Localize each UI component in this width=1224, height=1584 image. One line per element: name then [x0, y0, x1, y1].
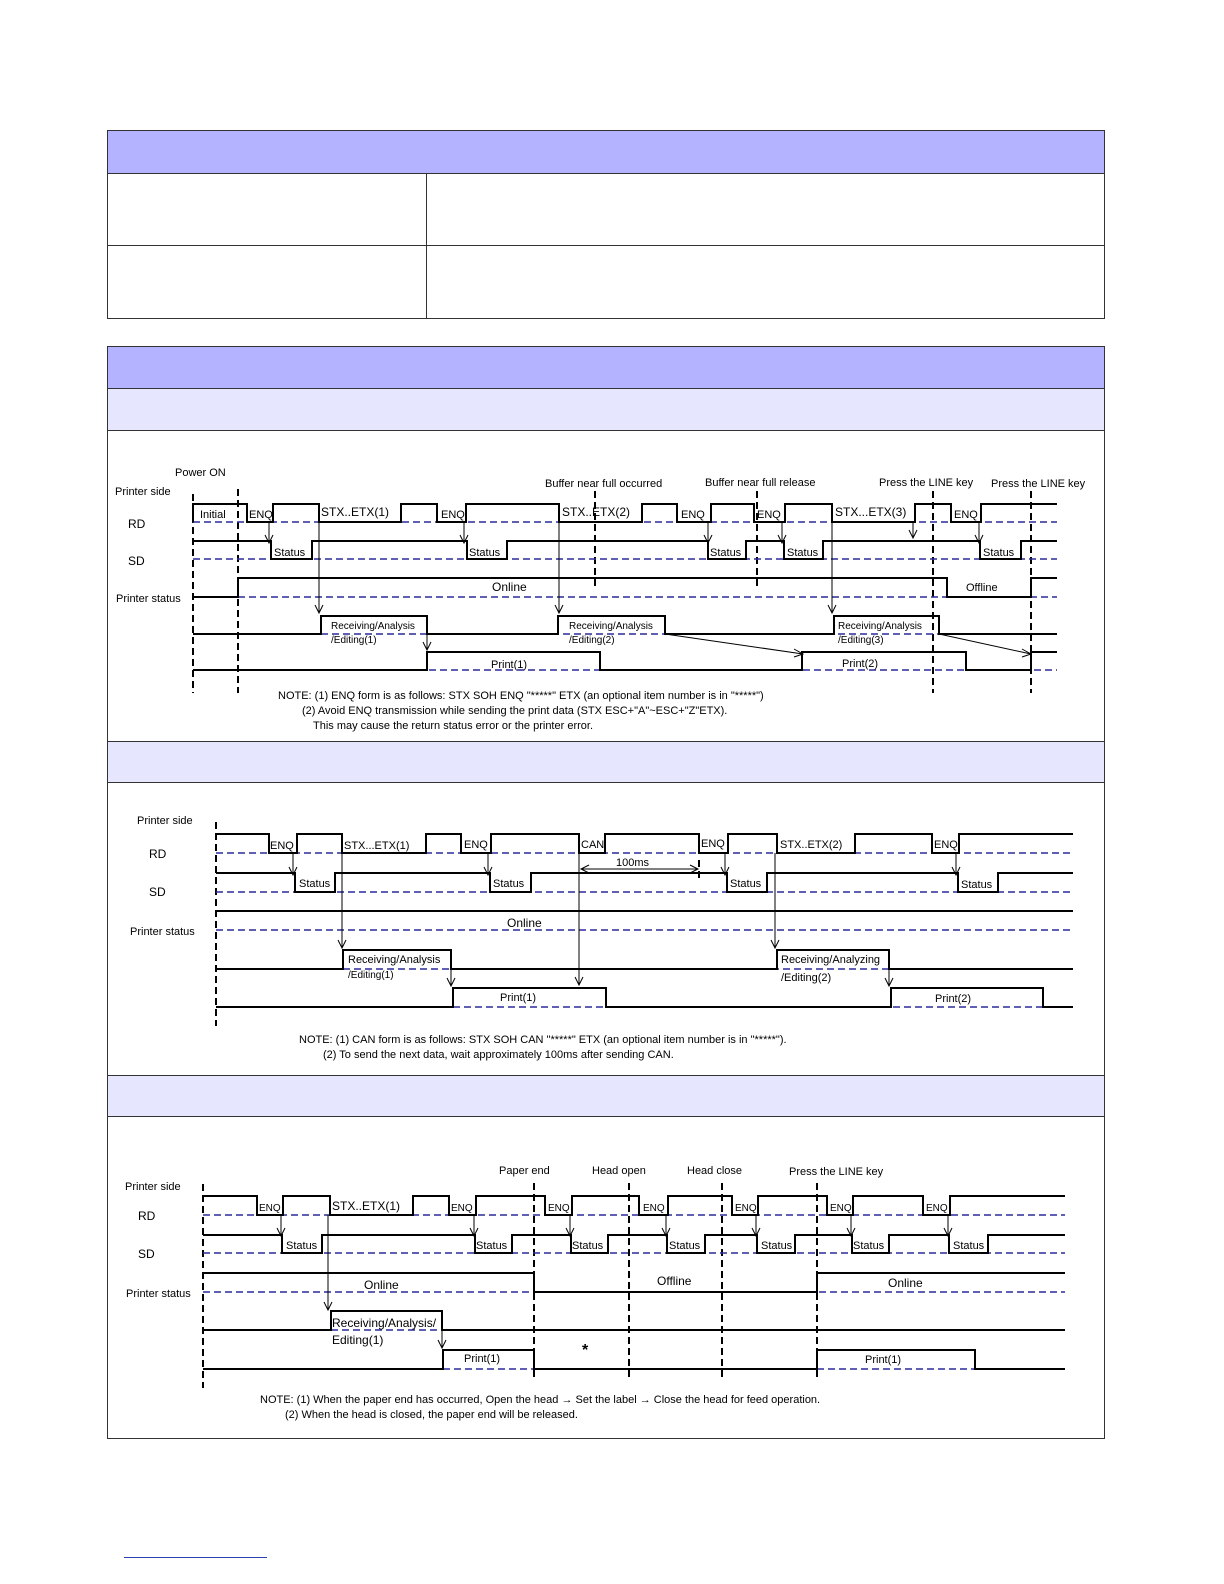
- d3-enq-label-6: ENQ: [830, 1203, 852, 1214]
- d3-head-open-label: Head open: [592, 1165, 646, 1177]
- d2-note-1: NOTE: (1) CAN form is as follows: STX SOH CAN "*****" ETX (an optional item number is in "*****").: [299, 1034, 787, 1046]
- d2-status-label-1: Status: [299, 878, 331, 890]
- d3-enq-arrow-4: [662, 1215, 670, 1236]
- d1-print-arrow-2: [665, 634, 803, 657]
- d3-enq-label-7: ENQ: [926, 1203, 948, 1214]
- top-table-row-2: [108, 246, 1104, 318]
- top-table: [107, 130, 1105, 319]
- d3-enq-label-4: ENQ: [643, 1203, 665, 1214]
- d1-print-label-1: Print(1): [491, 659, 528, 671]
- d1-enq-label-4: ENQ: [757, 509, 781, 521]
- d2-status-label-4: Status: [961, 879, 993, 891]
- d3-status-label-5: Status: [761, 1240, 793, 1252]
- d1-buffer-occurred-label: Buffer near full occurred: [545, 478, 663, 490]
- d1-status-label-3: Status: [710, 547, 742, 559]
- d1-status-label-5: Status: [983, 547, 1015, 559]
- d2-print-label-1: Print(1): [500, 992, 537, 1004]
- d3-status-label-2: Status: [476, 1240, 508, 1252]
- section-2-header: [108, 741, 1104, 783]
- d1-enq-label-3: ENQ: [681, 509, 705, 521]
- diagram-1-timing: [108, 431, 1104, 741]
- d3-enq-label-3: ENQ: [548, 1203, 570, 1214]
- d3-print-arrow: [438, 1330, 446, 1348]
- d1-stx-arrow-3: [828, 522, 836, 613]
- d3-star-label: *: [582, 1342, 589, 1359]
- d3-enq-label-2: ENQ: [451, 1203, 473, 1214]
- d1-sd-label: SD: [128, 554, 145, 568]
- d1-enq-arrow-1: [265, 522, 273, 543]
- timing-chart-header: [108, 347, 1104, 389]
- d1-status-label-4: Status: [787, 547, 819, 559]
- d3-rd-label: RD: [138, 1209, 156, 1223]
- d2-enq-arrow-2: [484, 853, 492, 875]
- d2-enq-arrow-1: [289, 853, 297, 875]
- d2-printer-status-label: Printer status: [130, 926, 195, 938]
- footer-link-underline[interactable]: [124, 1557, 267, 1558]
- d1-print-label-2: Print(2): [842, 658, 879, 670]
- d2-edit-label-1: /Editing(1): [348, 970, 394, 981]
- d3-status-label-6: Status: [853, 1240, 885, 1252]
- d1-note-1: NOTE: (1) ENQ form is as follows: STX SOH ENQ "*****" ETX (an optional item number is in "*****"): [278, 690, 764, 702]
- d3-printer-status-signal: [203, 1273, 1065, 1292]
- d1-buffer-release-label: Buffer near full release: [705, 477, 816, 489]
- d2-stx1-label: STX...ETX(1): [344, 840, 410, 852]
- d2-enq-label-4: ENQ: [934, 839, 958, 851]
- d3-print-label-2: Print(1): [865, 1354, 902, 1366]
- d2-sd-signal: [216, 873, 1073, 892]
- d1-printer-status-signal: [193, 578, 1057, 597]
- d1-rd-label: RD: [128, 517, 146, 531]
- d1-note-3: This may cause the return status error or the printer error.: [313, 720, 594, 732]
- d3-status-label-7: Status: [953, 1240, 985, 1252]
- d3-enq-arrow-5: [752, 1215, 760, 1236]
- d1-edit-label-2: /Editing(2): [569, 635, 615, 646]
- d2-edit-label-2: /Editing(2): [781, 972, 832, 984]
- d1-print-arrow-1: [423, 634, 431, 650]
- d2-sd-label: SD: [149, 885, 166, 899]
- d3-status-label-1: Status: [286, 1240, 318, 1252]
- top-table-header: [108, 131, 1104, 174]
- d2-rd-label: RD: [149, 847, 167, 861]
- d3-edit-label: Editing(1): [332, 1333, 384, 1347]
- d2-enq-arrow-4: [952, 853, 960, 875]
- d1-enq-label-1: ENQ: [249, 509, 273, 521]
- d2-enq-label-2: ENQ: [464, 839, 488, 851]
- d3-enq-arrow-1: [277, 1215, 285, 1236]
- top-table-row-1-label: [108, 174, 427, 245]
- d3-note-2: (2) When the head is closed, the paper end will be released.: [285, 1409, 578, 1421]
- d1-enq-arrow-4: [778, 522, 786, 543]
- d2-stx-arrow-2: [771, 853, 779, 948]
- d3-printer-side-label: Printer side: [125, 1181, 181, 1193]
- d1-line-key-arrow: [909, 522, 917, 538]
- d2-note-2: (2) To send the next data, wait approximately 100ms after sending CAN.: [323, 1049, 674, 1061]
- d1-online-label: Online: [492, 580, 527, 594]
- d1-enq-arrow-5: [975, 522, 983, 543]
- d2-print-arrow-1: [447, 969, 455, 986]
- d3-stx-arrow: [324, 1215, 332, 1310]
- section-1-header: [108, 389, 1104, 431]
- d3-recv-label: Receiving/Analysis/: [332, 1316, 437, 1330]
- d3-offline-label: Offline: [657, 1274, 692, 1288]
- d1-stx1-label: STX..ETX(1): [321, 505, 390, 519]
- d1-enq-arrow-3: [704, 522, 712, 543]
- d3-paper-end-label: Paper end: [499, 1165, 550, 1177]
- d3-enq-label-5: ENQ: [735, 1203, 757, 1214]
- d1-stx-arrow-1: [315, 522, 323, 613]
- d1-printer-status-label: Printer status: [116, 593, 181, 605]
- d1-print-signal: [193, 652, 1057, 670]
- d1-stx2-label: STX..ETX(2): [562, 505, 631, 519]
- d1-enq-label-5: ENQ: [954, 509, 978, 521]
- d2-100ms-label: 100ms: [616, 857, 650, 869]
- d3-print-signal: [203, 1350, 1065, 1369]
- d1-power-on-label: Power ON: [175, 467, 226, 479]
- d3-enq-arrow-7: [944, 1215, 952, 1236]
- d3-press-line-label: Press the LINE key: [789, 1166, 884, 1178]
- d2-print-arrow-2: [885, 969, 893, 986]
- d1-sd-signal: [193, 541, 1057, 559]
- d3-note-1: NOTE: (1) When the paper end has occurred, Open the head → Set the label → Close the head for feed operation.: [260, 1394, 821, 1406]
- timing-chart-table: [107, 346, 1105, 1439]
- d3-status-label-3: Status: [572, 1240, 604, 1252]
- d2-recv-label-1: Receiving/Analysis: [348, 954, 441, 966]
- d2-status-label-2: Status: [493, 878, 525, 890]
- d1-note-2: (2) Avoid ENQ transmission while sending the print data (STX ESC+"A"~ESC+"Z"ETX).: [302, 705, 728, 717]
- d1-stx-arrow-2: [555, 522, 563, 613]
- d3-online-label-2: Online: [888, 1276, 923, 1290]
- d1-status-label-2: Status: [469, 547, 501, 559]
- diagram-2-timing: [108, 783, 1104, 1075]
- d1-edit-label-1: /Editing(1): [331, 635, 377, 646]
- diagram-3-timing: [108, 1117, 1104, 1437]
- d1-offline-label: Offline: [966, 582, 998, 594]
- d1-enq-label-2: ENQ: [441, 509, 465, 521]
- d1-recv-label-3: Receiving/Analysis: [838, 621, 922, 632]
- top-table-row-1-value: [427, 174, 1104, 245]
- d1-recv-label-1: Receiving/Analysis: [331, 621, 415, 632]
- d2-recv-label-2: Receiving/Analyzing: [781, 954, 881, 966]
- d1-initial-label: Initial: [200, 509, 226, 521]
- d1-printer-side-label: Printer side: [115, 486, 171, 498]
- diagram-3-panel: [108, 1117, 1104, 1437]
- d3-stx1-label: STX..ETX(1): [332, 1199, 401, 1213]
- d3-online-label-1: Online: [364, 1278, 399, 1292]
- d1-status-label-1: Status: [274, 547, 306, 559]
- d3-head-close-label: Head close: [687, 1165, 743, 1177]
- d1-stx3-label: STX...ETX(3): [835, 505, 907, 519]
- d1-press-line-label-1: Press the LINE key: [879, 477, 974, 489]
- d2-printer-side-label: Printer side: [137, 815, 193, 827]
- d2-can-label: CAN: [581, 839, 605, 851]
- d2-enq-label-3: ENQ: [701, 838, 725, 850]
- d3-enq-arrow-6: [847, 1215, 855, 1236]
- d1-edit-label-3: /Editing(3): [838, 635, 884, 646]
- d2-stx-arrow-1: [338, 853, 346, 948]
- top-table-row-1: [108, 174, 1104, 246]
- d1-print-arrow-3: [939, 634, 1031, 657]
- d3-sd-label: SD: [138, 1247, 155, 1261]
- d2-status-label-3: Status: [730, 878, 762, 890]
- d3-enq-label-1: ENQ: [259, 1203, 281, 1214]
- d1-recv-label-2: Receiving/Analysis: [569, 621, 653, 632]
- d1-enq-arrow-2: [460, 522, 468, 543]
- d3-enq-arrow-2: [470, 1215, 478, 1236]
- top-table-row-2-label: [108, 246, 427, 318]
- d2-receiving-signal: [216, 950, 1073, 969]
- d2-print-label-2: Print(2): [935, 993, 972, 1005]
- d2-stx2-label: STX..ETX(2): [780, 839, 843, 851]
- section-3-header: [108, 1075, 1104, 1117]
- d2-enq-label-1: ENQ: [270, 840, 294, 852]
- d2-enq-arrow-3: [721, 853, 729, 875]
- diagram-2-panel: [108, 783, 1104, 1075]
- d3-sd-signal: [203, 1235, 1065, 1253]
- d2-online-label: Online: [507, 916, 542, 930]
- d3-enq-arrow-3: [566, 1215, 574, 1236]
- d3-printer-status-label: Printer status: [126, 1288, 191, 1300]
- d1-press-line-label-2: Press the LINE key: [991, 478, 1086, 490]
- d3-status-label-4: Status: [669, 1240, 701, 1252]
- top-table-row-2-value: [427, 246, 1104, 318]
- d3-print-label-1: Print(1): [464, 1353, 501, 1365]
- diagram-1-panel: [108, 431, 1104, 741]
